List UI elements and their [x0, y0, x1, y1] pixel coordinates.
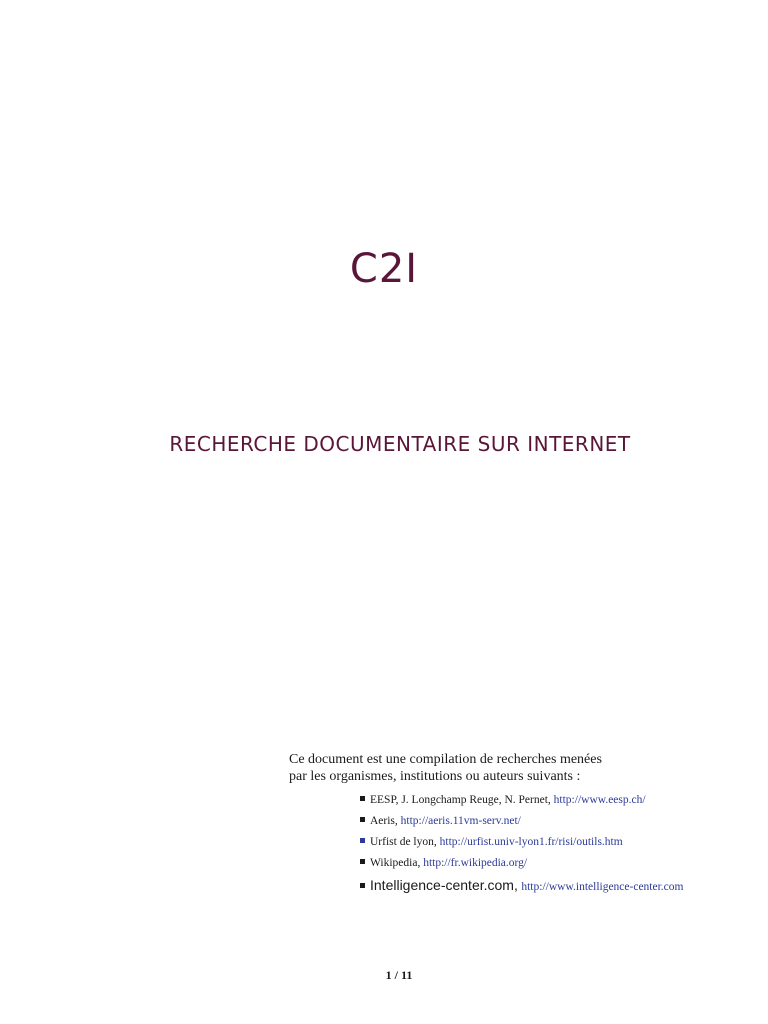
source-link[interactable]: http://urfist.univ-lyon1.fr/risi/outils.htm [439, 836, 623, 848]
square-bullet-icon [360, 817, 365, 822]
source-link[interactable]: http://www.intelligence-center.com [521, 881, 684, 893]
source-name: Wikipedia, [370, 857, 421, 869]
square-bullet-icon [360, 883, 365, 888]
sources-list [360, 792, 683, 898]
source-name: Aeris, [370, 815, 398, 827]
list-item [360, 792, 683, 813]
square-bullet-icon [360, 859, 365, 864]
source-link[interactable]: http://aeris.11vm-serv.net/ [400, 815, 521, 827]
list-item [360, 877, 683, 898]
list-item [360, 813, 683, 834]
document-title: C2I [349, 246, 419, 292]
source-name: Urfist de lyon, [370, 836, 437, 848]
intro-line: par les organismes, institutions ou auteurs suivants : [289, 769, 581, 784]
list-item [360, 834, 683, 855]
square-bullet-icon [360, 838, 365, 843]
page-number: 1 / 11 [385, 968, 413, 982]
intro-line: Ce document est une compilation de recherches menées [289, 752, 602, 767]
source-link[interactable]: http://fr.wikipedia.org/ [423, 857, 528, 869]
list-item [360, 855, 683, 876]
document-subtitle: RECHERCHE DOCUMENTAIRE SUR INTERNET [169, 432, 631, 456]
source-link[interactable]: http://www.eesp.ch/ [553, 794, 646, 806]
source-name: Intelligence-center.com, [370, 877, 518, 893]
intro-paragraph [289, 751, 602, 785]
square-bullet-icon [360, 796, 365, 801]
source-name: EESP, J. Longchamp Reuge, N. Pernet, [370, 794, 551, 806]
